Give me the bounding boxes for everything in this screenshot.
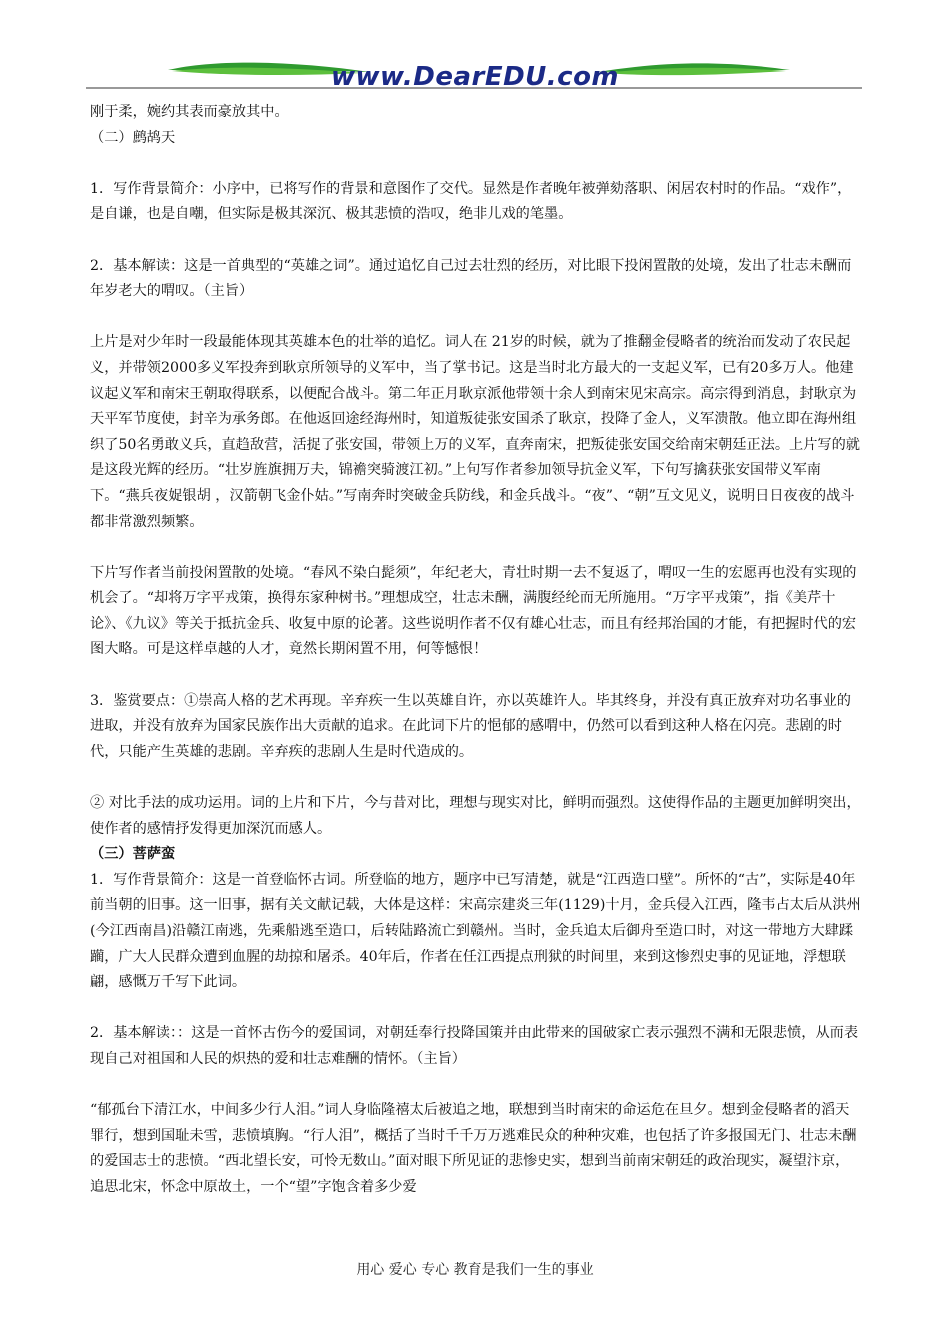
section-heading: （三）菩萨蛮 — [90, 846, 176, 863]
paragraph: 刚于柔，婉约其表而豪放其中。 — [90, 104, 289, 120]
paragraph: 1．写作背景简介：小序中，已将写作的背景和意图作了交代。显然是作者晚年被弹劾落职、闲居农村时的作品。“戏作”，是自谦，也是自嘲，但实际是极其深沉、极其悲愤的浩叹，绝非儿戏的笔墨。 — [90, 180, 852, 223]
paragraph: 2．基本解读：这是一首典型的“英雄之词”。通过追忆自己过去壮烈的经历，对比眼下投闲置散的处境，发出了壮志未酬而年岁老大的喟叹。（主旨） — [90, 257, 852, 300]
paragraph: ② 对比手法的成功运用。词的上片和下片，今与昔对比，理想与现实对比，鲜明而强烈。这使得作品的主题更加鲜明突出，使作者的感情抒发得更加深沉而感人。 — [90, 795, 861, 837]
paragraph-spacer — [90, 996, 862, 1022]
site-header — [0, 40, 950, 100]
paragraph-spacer — [90, 1073, 862, 1099]
paragraph: 上片是对少年时一段最能体现其英雄本色的壮举的追忆。词人在 21岁的时候，就为了推翻金侵略者的统治而发动了农民起义，并带领2000多义军投奔到耿京所领导的义军中，当了掌书记。这是当时北方最大的一支起义军，已有20多万人。他建议起义军和南宋王朝取得联系，以便配合战斗。第二年正月耿京派他带领十余人到南宋见宋高宗。高宗得到消息，封耿京为天平军节度使，封辛为承务郎。在他返回途经海州时，知道叛徒张安国杀了耿京，投降了金人，义军溃散。他立即在海州组织了50名勇敢义兵，直趋敌营，活捉了张安国，带领上万的义军，直奔南宋，把叛徒张安国交给南宋朝廷正法。上片写的就是这段光辉的经历。“壮岁旌旗拥万夫，锦襜突骑渡江初。”上句写作者参加领导抗金义军，下句写擒获张安国带义军南下。“燕兵夜娖银胡 ，汉箭朝飞金仆姑。”写南奔时突破金兵防线，和金兵战斗。“夜”、“朝”互文见义，说明日日夜夜的战斗都非常激烈频繁。 — [90, 334, 860, 530]
paragraph: 2．基本解读：：这是一首怀古伤今的爱国词，对朝廷奉行投降国策并由此带来的国破家亡表示强烈不满和无限悲愤，从而表现自己对祖国和人民的炽热的爱和壮志难酬的情怀。（主旨） — [90, 1025, 859, 1067]
site-logo-text: www.DearEDU.com — [330, 62, 620, 92]
document-body — [90, 100, 862, 1201]
paragraph-spacer — [90, 151, 862, 177]
paragraph: 1．写作背景简介：这是一首登临怀古词。所登临的地方，题序中已写清楚，就是“江西造口壁”。所怀的“古”，实际是40年前当朝的旧事。这一旧事，据有关文献记载，大体是这样：宋高宗建炎三年(1129)十月，金兵侵入江西，隆韦占太后从洪州(今江西南昌)沿赣江南逃，先乘船逃至造口，后转陆路流亡到赣州。当时，金兵追太后御舟至造口时，对这一带地方大肆蹂躏，广大人民群众遭到血腥的劫掠和屠杀。40年后，作者在任江西提点刑狱的时间里，来到这惨烈史事的见证地，浮想联翩，感慨万千写下此词。 — [90, 871, 861, 991]
paragraph: 下片写作者当前投闲置散的处境。“春风不染白髭须”，年纪老大，青壮时期一去不复返了，喟叹一生的宏愿再也没有实现的机会了。“却将万字平戎策，换得东家种树书。”理想成空，壮志未酬，满腹经纶而无所施用。“万字平戎策”，指《美芹十论》、《九议》等关于抵抗金兵、收复中原的论著。这些说明作者不仅有雄心壮志，而且有经邦治国的才能，有把握时代的宏图大略。可是这样卓越的人才，竟然长期闲置不用，何等憾恨！ — [90, 564, 857, 658]
paragraph-spacer — [90, 228, 862, 254]
paragraph: （二）鹧鸪天 — [90, 129, 176, 146]
paragraph-spacer — [90, 663, 862, 689]
paragraph-spacer — [90, 535, 862, 561]
page-footer: 用心 爱心 专心 教育是我们一生的事业 — [356, 1262, 594, 1278]
paragraph: 3．鉴赏要点：①崇高人格的艺术再现。辛弃疾一生以英雄自许，亦以英雄许人。毕其终身，并没有真正放弃对功名事业的进取，并没有放弃为国家民族作出大贡献的追求。在此词下片的悒郁的感喟中，仍然可以看到这种人格在闪亮。悲剧的时代，只能产生英雄的悲剧。辛弃疾的悲剧人生是时代造成的。 — [90, 692, 851, 760]
paragraph-spacer — [90, 765, 862, 791]
paragraph-spacer — [90, 305, 862, 331]
paragraph: “郁孤台下清江水，中间多少行人泪。”词人身临隆禧太后被追之地，联想到当时南宋的命运危在旦夕。想到金侵略者的滔天罪行，想到国耻未雪，悲愤填胸。“行人泪”，概括了当时千千万万逃难民众的种种灾难，也包括了许多报国无门、壮志未酬的爱国志士的悲愤。“西北望长安，可怜无数山。”面对眼下所见证的悲惨史实，想到当前南宋朝廷的政治现实，凝望汴京，追思北宋，怀念中原故土，一个“望”字饱含着多少爱 — [90, 1102, 857, 1195]
